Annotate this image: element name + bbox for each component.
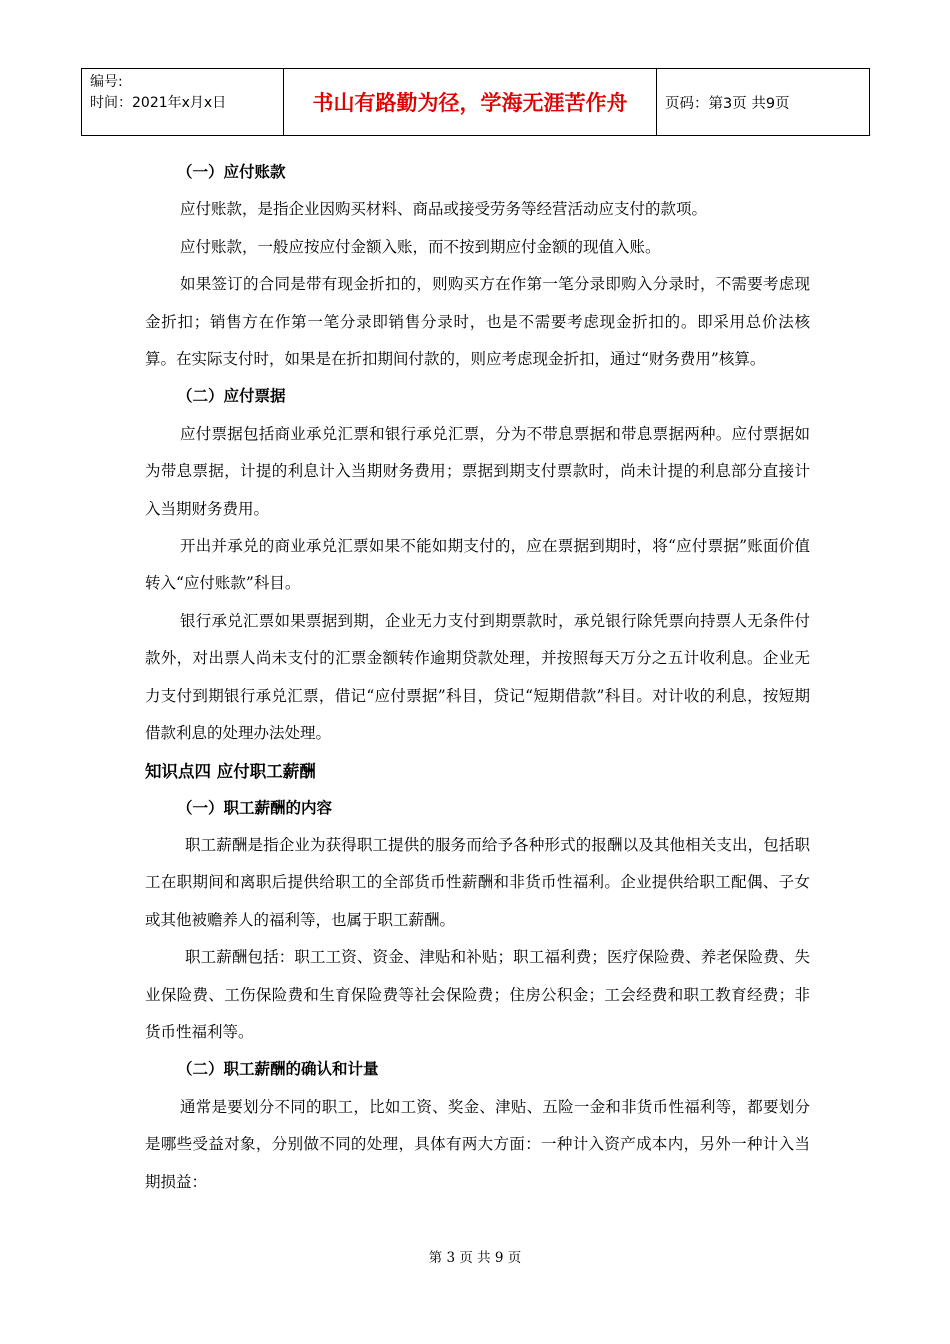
header-meta <box>82 69 284 135</box>
paragraph: 开出并承兑的商业承兑汇票如果不能如期支付的，应在票据到期时，将“应付票据”账面价值转入“应付账款”科目。 <box>145 537 810 593</box>
paragraph: 应付账款，是指企业因购买材料、商品或接受劳务等经营活动应支付的款项。 <box>180 200 708 219</box>
section-heading: 知识点四 应付职工薪酬 <box>145 761 316 781</box>
subheading-compensation-content: （一）职工薪酬的内容 <box>177 798 333 817</box>
header-motto: 书山有路勤为径，学海无涯苦作舟 <box>284 69 657 135</box>
paragraph: 通常是要划分不同的职工，比如工资、奖金、津贴、五险一金和非货币性福利等，都要划分是哪些受益对象，分别做不同的处理，具体有两大方面：一种计入资产成本内，另外一种计入当期损益： <box>145 1097 810 1191</box>
paragraph: 职工薪酬包括：职工工资、资金、津贴和补贴；职工福利费；医疗保险费、养老保险费、失业保险费、工伤保险费和生育保险费等社会保险费；住房公积金；工会经费和职工教育经费；非货币性福利等。 <box>145 948 810 1041</box>
subheading-accounts-payable: （一）应付账款 <box>177 163 286 181</box>
paragraph: 应付账款，一般应按应付金额入账，而不按到期应付金额的现值入账。 <box>180 237 661 256</box>
page-header <box>81 68 870 136</box>
header-page-number: 页码：第3页 共9页 <box>665 95 790 112</box>
document-body <box>145 154 810 1201</box>
paragraph: 应付票据包括商业承兑汇票和银行承兑汇票，分为不带息票据和带息票据两种。应付票据如为带息票据，计提的利息计入当期财务费用；票据到期支付票款时，尚未计提的利息部分直接计入当期财务费用。 <box>145 424 810 518</box>
paragraph: 银行承兑汇票如果票据到期，企业无力支付到期票款时，承兑银行除凭票向持票人无条件付款外，对出票人尚未支付的汇票金额转作逾期贷款处理，并按照每天万分之五计收利息。企业无力支付到期银行承兑汇票，借记“应付票据”科目，贷记“短期借款”科目。对计收的利息，按短期借款利息的处理办法处理。 <box>145 611 810 743</box>
paragraph: 职工薪酬是指企业为获得职工提供的服务而给予各种形式的报酬以及其他相关支出，包括职工在职期间和离职后提供给职工的全部货币性薪酬和非货币性福利。企业提供给职工配偶、子女或其他被赡养人的福利等，也属于职工薪酬。 <box>145 835 810 929</box>
subheading-compensation-recognition: （二）职工薪酬的确认和计量 <box>177 1060 379 1079</box>
document-date: 时间：2021年x月x日 <box>90 95 227 111</box>
subheading-notes-payable: （二）应付票据 <box>177 387 286 406</box>
page-footer: 第 3 页 共 9 页 <box>428 1250 522 1266</box>
paragraph: 如果签订的合同是带有现金折扣的，则购买方在作第一笔分录即购入分录时，不需要考虑现金折扣；销售方在作第一笔分录即销售分录时，也是不需要考虑现金折扣的。即采用总价法核算。在实际支付时，如果是在折扣期间付款的，则应考虑现金折扣，通过“财务费用”核算。 <box>145 275 810 369</box>
document-number-label: 编号: <box>90 74 123 90</box>
